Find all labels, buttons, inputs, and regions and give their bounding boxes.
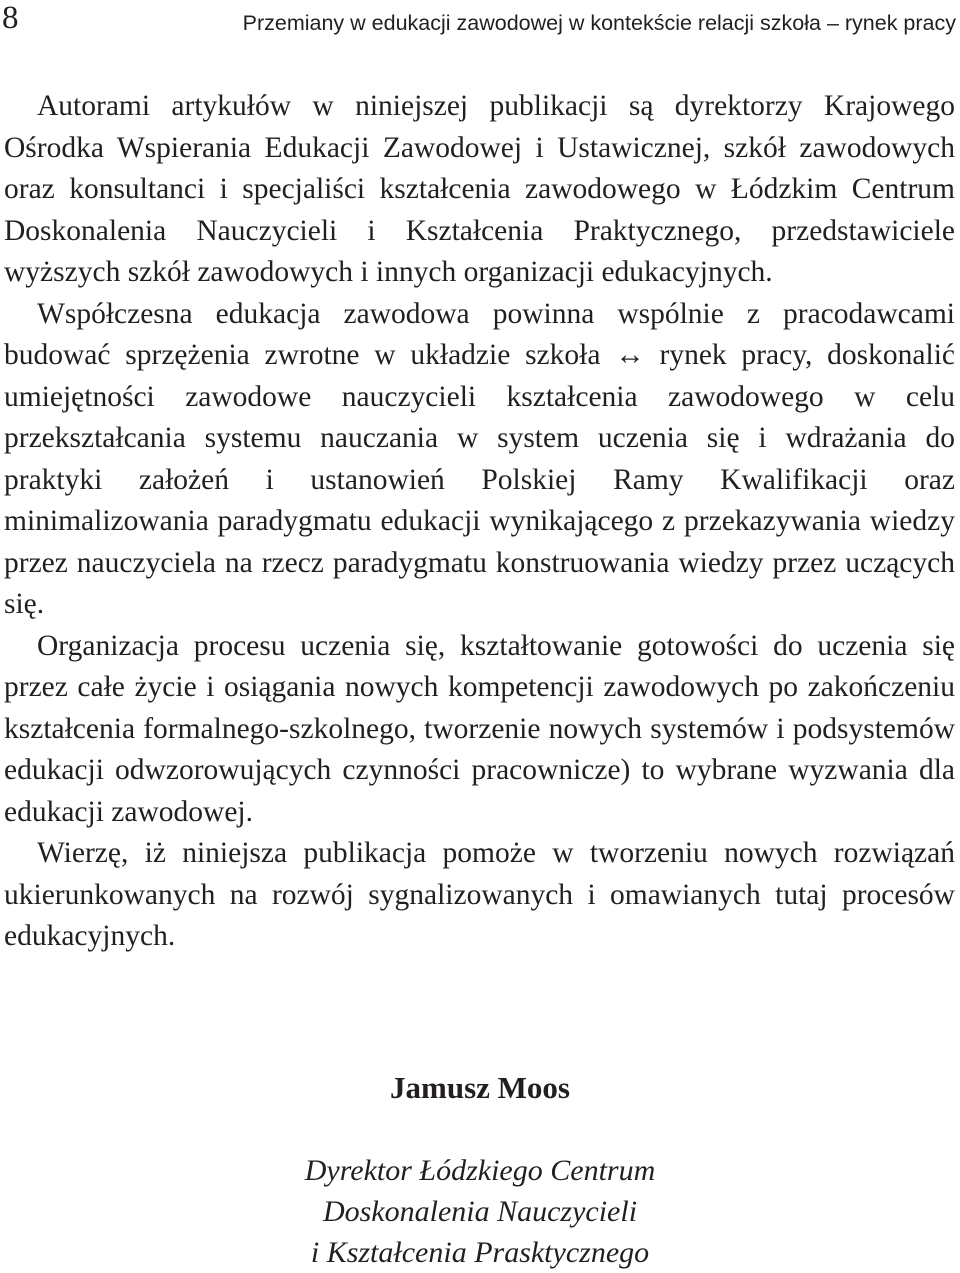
paragraph-closing: Wierzę, iż niniejsza publikacja pomoże w tworzeniu nowych rozwiązań ukierunkowanych na rozwój sygnalizowanych i omawianych tutaj procesów edukacyjnych. xyxy=(4,837,955,952)
author-title-line: i Kształcenia Prasktycznego xyxy=(310,1236,650,1269)
author-title xyxy=(0,1150,960,1273)
body-text xyxy=(4,86,955,958)
author-title-line: Doskonalenia Nauczycieli xyxy=(322,1195,638,1228)
running-head: Przemiany w edukacji zawodowej w kontekście relacji szkoła – rynek pracy xyxy=(242,11,956,35)
page-number: 8 xyxy=(2,0,19,36)
paragraph-authors: Autorami artykułów w niniejszej publikacji są dyrektorzy Krajowego Ośrodka Wspierania Edukacji Zawodowej i Ustawicznej, szkół zawodowych oraz konsultanci i specjaliści kształcenia zawodowego w Łódzkim Centrum Doskonalenia Nauczycieli i Kształcenia Praktycznego, przedstawiciele wyższych szkół zawodowych i innych organizacji edukacyjnych. xyxy=(4,90,955,288)
paragraph-learning-organization: Organizacja procesu uczenia się, kształtowanie gotowości do uczenia się przez całe życie i osiągania nowych kompetencji zawodowych po zakończeniu kształcenia formalnego-szkolnego, tworzenie nowych systemów i podsystemów edukacji odwzorowujących czynności pracownicze) to wybrane wyzwania dla edukacji zawodowej. xyxy=(4,629,955,828)
paragraph-modern-education: Współczesna edukacja zawodowa powinna wspólnie z pracodawcami budować sprzężenia zwrotne w układzie szkoła ↔ rynek pracy, doskonalić umiejętności zawodowe nauczycieli kształcenia zawodowego w celu przekształcania systemu nauczania w system uczenia się i wdrażania do praktyki założeń i ustanowień Polskiej Ramy Kwalifikacji oraz minimalizowania paradygmatu edukacji wynikającego z przekazywania wiedzy przez nauczyciela na rzecz paradygmatu konstruowania wiedzy przez uczących się. xyxy=(4,297,955,620)
author-name: Jamusz Moos xyxy=(390,1070,570,1105)
page-header xyxy=(0,0,956,40)
author-title-line: Dyrektor Łódzkiego Centrum xyxy=(304,1154,656,1187)
